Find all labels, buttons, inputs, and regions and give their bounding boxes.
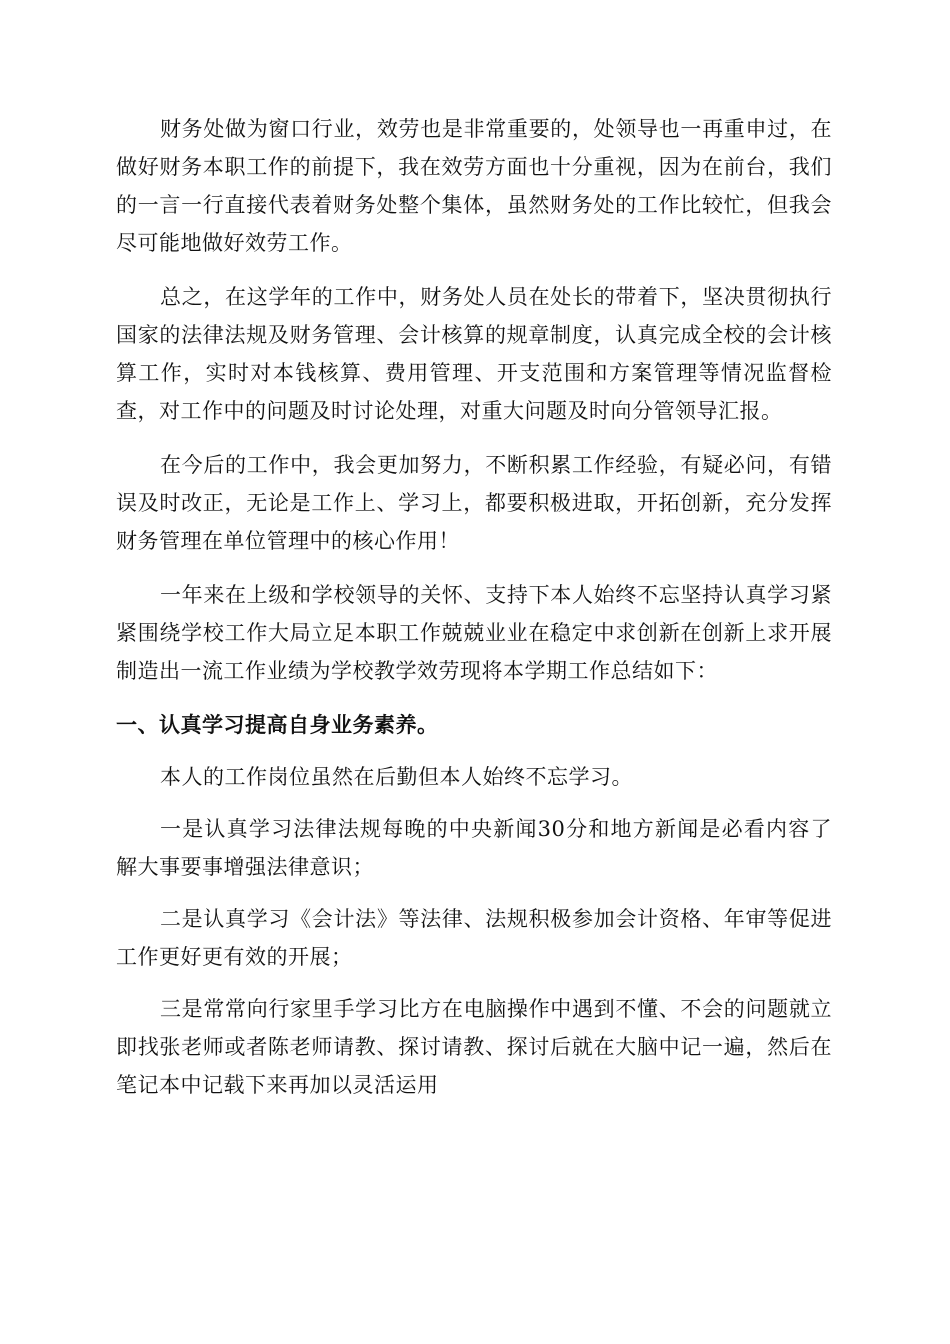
paragraph-study-second: 二是认真学习《会计法》等法律、法规积极参加会计资格、年审等促进工作更好更有效的开展； bbox=[116, 907, 832, 969]
paragraph-service: 财务处做为窗口行业，效劳也是非常重要的，处领导也一再重申过，在做好财务本职工作的前提下，我在效劳方面也十分重视，因为在前台，我们的一言一行直接代表着财务处整个集体，虽然财务处的工作比较忙，但我会尽可能地做好效劳工作。 bbox=[116, 117, 832, 255]
paragraph-study-first: 一是认真学习法律法规每晚的中央新闻30分和地方新闻是必看内容了解大事要事增强法律意识； bbox=[116, 817, 832, 879]
section-heading: 一、认真学习提高自身业务素养。 bbox=[116, 713, 439, 737]
paragraph-study-third: 三是常常向行家里手学习比方在电脑操作中遇到不懂、不会的问题就立即找张老师或者陈老师请教、探讨请教、探讨后就在大脑中记一遍，然后在笔记本中记载下来再加以灵活运用 bbox=[116, 997, 832, 1097]
paragraph-study-intro: 本人的工作岗位虽然在后勤但本人始终不忘学习。 bbox=[160, 765, 633, 789]
paragraph-summary: 总之，在这学年的工作中，财务处人员在处长的带着下，坚决贯彻执行国家的法律法规及财务管理、会计核算的规章制度，认真完成全校的会计核算工作，实时对本钱核算、费用管理、开支范围和方案管理等情况监督检查，对工作中的问题及时讨论处理，对重大问题及时向分管领导汇报。 bbox=[116, 285, 832, 423]
paragraph-future-work: 在今后的工作中，我会更加努力，不断积累工作经验，有疑必问，有错误及时改正，无论是工作上、学习上，都要积极进取，开拓创新，充分发挥财务管理在单位管理中的核心作用！ bbox=[116, 453, 832, 553]
document-body bbox=[116, 110, 832, 1118]
paragraph-year-review: 一年来在上级和学校领导的关怀、支持下本人始终不忘坚持认真学习紧紧围绕学校工作大局立足本职工作兢兢业业在稳定中求创新在创新上求开展制造出一流工作业绩为学校教学效劳现将本学期工作总结如下： bbox=[116, 583, 832, 683]
